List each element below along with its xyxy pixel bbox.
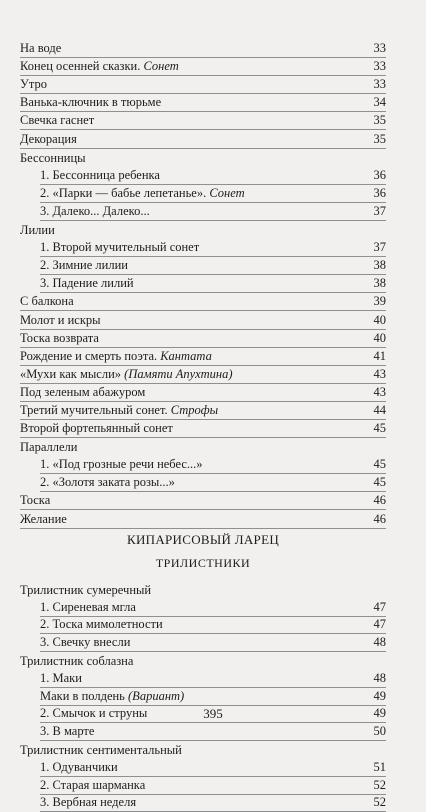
toc-entry-title-text: 2. Старая шарманка <box>40 777 146 792</box>
toc-entry-title <box>40 722 364 740</box>
toc-entry-title <box>40 455 364 473</box>
toc-entry-title-text: Желание <box>20 511 67 526</box>
toc-entry <box>20 311 386 329</box>
toc-entry-page: 52 <box>373 795 386 810</box>
toc-entry-page: 35 <box>373 113 386 128</box>
toc-entry-page: 39 <box>373 294 386 309</box>
toc-entry <box>40 723 386 741</box>
toc-entry-title <box>20 491 364 509</box>
toc-entry-page: 46 <box>373 511 386 526</box>
toc-entry-title <box>40 166 364 184</box>
toc-entry-page: 35 <box>373 131 386 146</box>
toc-entry-title <box>20 438 364 456</box>
toc-entry-title <box>20 311 364 329</box>
toc-entry <box>20 420 386 438</box>
toc-entry <box>40 599 386 617</box>
toc-entry-title <box>40 669 364 687</box>
toc-entry-page: 48 <box>373 670 386 685</box>
toc-entry-title <box>20 149 364 167</box>
toc-entry-page: 36 <box>373 185 386 200</box>
toc-entry-title-text: Маки в полдень <box>40 688 129 703</box>
toc-entry-title-text: 3. Падение лилий <box>40 276 134 291</box>
toc-entry <box>40 795 386 812</box>
toc-entry-title-italic: Сонет <box>143 59 179 74</box>
toc-entry-title-text: Молот и искры <box>20 312 101 327</box>
toc-entry <box>20 348 386 366</box>
toc-entry <box>20 76 386 94</box>
toc-entry <box>40 257 386 275</box>
toc-entry <box>40 634 386 652</box>
toc-entry-title <box>40 758 364 776</box>
toc-entry-title-text: Свечка гаснет <box>20 113 95 128</box>
toc-entry-title-text: Трилистник соблазна <box>20 653 134 668</box>
toc-entry-page: 44 <box>373 402 386 417</box>
toc-entry-title-text: Второй фортепьянный сонет <box>20 421 173 436</box>
toc-entry-title-text: 1. Второй мучительный сонет <box>40 240 200 255</box>
toc-entry-title <box>20 75 364 93</box>
toc-entry-title-text: Лилии <box>20 223 55 238</box>
toc-entry-title <box>20 510 364 528</box>
toc-entry-title-text: «Мухи как мысли» <box>20 366 125 381</box>
section-heading: КИПАРИСОВЫЙ ЛАРЕЦ <box>126 532 280 547</box>
toc-entry <box>40 474 386 492</box>
toc-entry <box>20 58 386 76</box>
toc-entry-page: 47 <box>373 617 386 632</box>
toc-entry <box>40 167 386 185</box>
toc-entry-page: 48 <box>373 635 386 650</box>
toc-entry-title-italic: Кантата <box>160 348 212 363</box>
toc-entry <box>40 777 386 795</box>
toc-entry-title-text: 1. Маки <box>40 670 82 685</box>
toc-entry-title-text: Трилистник сентиментальный <box>20 742 182 757</box>
toc-entry-title-text: 3. Свечку внесли <box>40 635 131 650</box>
toc-entry-title <box>20 221 364 239</box>
toc-entry <box>20 581 386 599</box>
toc-entry-title <box>40 776 364 794</box>
toc-entry-page: 52 <box>373 777 386 792</box>
toc-entry-page: 34 <box>373 95 386 110</box>
toc-entry-title <box>40 793 364 811</box>
toc-entry-title-italic: (Вариант) <box>128 688 185 703</box>
toc-entry-page: 33 <box>373 59 386 74</box>
toc-entry-title-text: 1. Одуванчики <box>40 759 118 774</box>
toc-entry-title <box>20 581 364 599</box>
toc-entry-title <box>20 130 364 148</box>
toc-entry <box>40 670 386 688</box>
toc-entry <box>20 384 386 402</box>
toc-entry-title <box>20 383 364 401</box>
toc-entry <box>20 40 386 58</box>
toc-entry-title-text: Под зеленым абажуром <box>20 384 146 399</box>
toc-entry-title-text: 2. Тоска мимолетности <box>40 617 163 632</box>
toc-entry-title-text: 2. Смычок и струны <box>40 706 148 721</box>
toc-entry-page: 49 <box>373 688 386 703</box>
toc-entry-title <box>20 93 364 111</box>
toc-entry-title-text: С балкона <box>20 294 74 309</box>
toc-entry-title <box>20 111 364 129</box>
toc-entry <box>20 330 386 348</box>
section-subheading: ТРИЛИСТНИКИ <box>155 556 251 570</box>
toc-entry-title <box>20 329 364 347</box>
toc-entry-page: 40 <box>373 312 386 327</box>
toc-entry <box>20 510 386 528</box>
toc-entry-page: 45 <box>373 457 386 472</box>
toc-entry-title-text: 2. Зимние лилии <box>40 258 128 273</box>
toc-entry-page: 41 <box>373 348 386 363</box>
toc-entry-title-text: Бессонницы <box>20 150 86 165</box>
toc-entry-title <box>20 347 364 365</box>
toc-entry <box>40 759 386 777</box>
toc-entry-title-italic: Сонет <box>209 185 245 200</box>
toc-entry <box>20 130 386 148</box>
toc-entry-title <box>40 615 364 633</box>
toc-entry <box>20 94 386 112</box>
toc-entry <box>20 492 386 510</box>
toc-entry-title-text: Ванька-ключник в тюрьме <box>20 95 162 110</box>
toc-entry-title <box>40 633 364 651</box>
toc-entry-title-text: Тоска <box>20 493 51 508</box>
toc-entry-title <box>20 57 364 75</box>
toc-entry <box>20 652 386 670</box>
toc-entry-title-text: Третий мучительный сонет. <box>20 402 171 417</box>
toc-entry <box>40 688 386 706</box>
toc-entry-title-text: 1. Бессонница ребенка <box>40 167 160 182</box>
toc-entry-title <box>20 365 364 383</box>
toc-entry-title-italic: Строфы <box>170 402 219 417</box>
toc-entry-page: 43 <box>373 366 386 381</box>
toc-entry-title <box>40 202 364 220</box>
toc-entry-page: 51 <box>373 759 386 774</box>
toc-entry-page: 45 <box>373 475 386 490</box>
toc-entry-title <box>40 473 364 491</box>
toc-entry <box>40 275 386 293</box>
toc-entry-page: 38 <box>373 258 386 273</box>
toc-entry-title-text: 3. Вербная неделя <box>40 795 137 810</box>
toc-entry <box>20 438 386 456</box>
toc-entry-page: 33 <box>373 41 386 56</box>
toc-entry-title-text: Тоска возврата <box>20 330 99 345</box>
toc-entry-title <box>40 256 364 274</box>
toc-entry-title-text: 2. «Парки — бабье лепетанье». <box>40 185 210 200</box>
toc-entry-title <box>40 598 364 616</box>
toc-entry-page: 45 <box>373 421 386 436</box>
toc-entry <box>20 221 386 239</box>
toc-entry-title <box>20 652 364 670</box>
toc-entry-title <box>20 401 364 419</box>
toc-list-top <box>20 40 386 529</box>
toc-entry-title-italic: (Памяти Апухтина) <box>124 366 233 381</box>
toc-entry-title <box>40 274 364 292</box>
toc-entry-title <box>40 184 364 202</box>
toc-entry-title-text: Конец осенней сказки. <box>20 59 144 74</box>
toc-entry-page: 33 <box>373 77 386 92</box>
toc-entry-title-text: Параллели <box>20 440 78 455</box>
page-number: 395 <box>203 706 223 721</box>
toc-entry <box>40 456 386 474</box>
toc-entry-title <box>40 238 364 256</box>
toc-entry-page: 37 <box>373 240 386 255</box>
toc-entry-title-text: Утро <box>20 77 47 92</box>
toc-list-bottom <box>20 581 386 812</box>
toc-entry-title-text: 3. Далеко... Далеко... <box>40 203 150 218</box>
toc-entry-title-text: 2. «Золотя заката розы...» <box>40 475 175 490</box>
toc-entry-title <box>20 39 364 57</box>
toc-entry-title-text: 1. «Под грозные речи небес...» <box>40 457 203 472</box>
toc-entry <box>40 239 386 257</box>
toc-entry <box>40 203 386 221</box>
toc-entry <box>40 617 386 635</box>
toc-entry-title-text: 3. В марте <box>40 724 95 739</box>
toc-entry <box>20 366 386 384</box>
toc-entry-title <box>20 292 364 310</box>
toc-entry-title-text: На воде <box>20 41 62 56</box>
toc-entry-page: 50 <box>373 724 386 739</box>
toc-entry-title-text: Рождение и смерть поэта. <box>20 348 161 363</box>
toc-entry-title <box>20 419 364 437</box>
toc-entry-page: 36 <box>373 167 386 182</box>
toc-entry-title-text: Декорация <box>20 131 77 146</box>
toc-entry <box>20 293 386 311</box>
toc-entry-page: 43 <box>373 384 386 399</box>
toc-entry <box>20 112 386 130</box>
toc-entry-page: 46 <box>373 493 386 508</box>
toc-entry-page: 47 <box>373 599 386 614</box>
toc-entry-title-text: 1. Сиреневая мгла <box>40 599 136 614</box>
toc-entry-title <box>40 687 364 705</box>
toc-entry-title-text: Трилистник сумеречный <box>20 582 152 597</box>
toc-entry <box>20 741 386 759</box>
toc-entry-page: 37 <box>373 203 386 218</box>
toc-entry <box>20 402 386 420</box>
toc-entry <box>40 185 386 203</box>
toc-entry-page: 38 <box>373 276 386 291</box>
toc-entry-page: 49 <box>373 706 386 721</box>
toc-entry-page: 40 <box>373 330 386 345</box>
toc-entry <box>20 149 386 167</box>
